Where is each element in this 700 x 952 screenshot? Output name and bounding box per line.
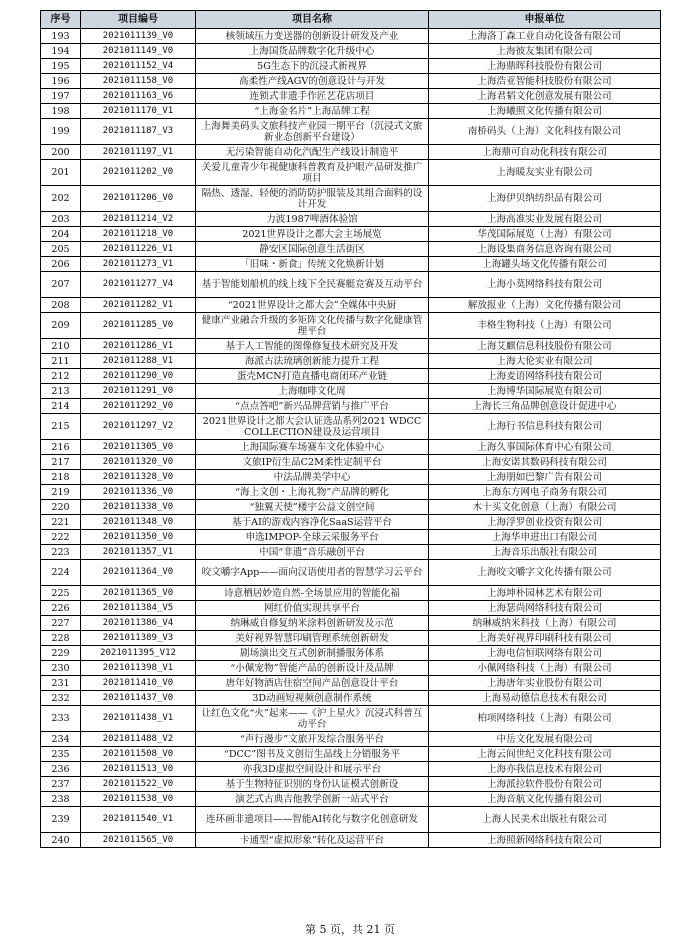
cell-unit: 小佩网络科技（上海）有限公司 <box>429 661 661 676</box>
cell-seq: 202 <box>41 186 81 212</box>
cell-code: 2021011206_V0 <box>81 186 196 212</box>
cell-seq: 238 <box>41 792 81 807</box>
table-row <box>41 414 661 440</box>
cell-code: 2021011336_V0 <box>81 485 196 500</box>
cell-unit: 上海音乐出版社有限公司 <box>429 545 661 560</box>
cell-seq: 231 <box>41 676 81 691</box>
cell-seq: 230 <box>41 661 81 676</box>
table-row <box>41 691 661 706</box>
cell-code: 2021011282_V1 <box>81 298 196 313</box>
cell-seq: 200 <box>41 145 81 160</box>
cell-unit: 解放报业（上海）文化传播有限公司 <box>429 298 661 313</box>
cell-name: 演艺式古典吉他教学创新一站式平台 <box>196 792 429 807</box>
cell-unit: 上海派拉软件股份有限公司 <box>429 777 661 792</box>
cell-code: 2021011226_V1 <box>81 242 196 257</box>
table-row <box>41 119 661 145</box>
cell-name: 唐年好物酒店住宿空间产品创意设计平台 <box>196 676 429 691</box>
cell-seq: 193 <box>41 29 81 44</box>
cell-code: 2021011338_V0 <box>81 500 196 515</box>
table-row <box>41 313 661 339</box>
table-row <box>41 104 661 119</box>
cell-name: 诗意栖居妙造自然-全场景应用的智能化福 <box>196 586 429 601</box>
cell-unit: 南桥码头（上海）文化科技有限公司 <box>429 119 661 145</box>
cell-unit: 上海坤朴园林艺术有限公司 <box>429 586 661 601</box>
table-row <box>41 89 661 104</box>
cell-seq: 235 <box>41 747 81 762</box>
cell-unit: 纳琳威纳米科技（上海）有限公司 <box>429 616 661 631</box>
cell-unit: 上海鼎可自动化科技有限公司 <box>429 145 661 160</box>
cell-name: 申选IMPOP-全球云采服务平台 <box>196 530 429 545</box>
cell-code: 2021011364_V0 <box>81 560 196 586</box>
cell-name: 连锁式非遗手作匠艺花店项目 <box>196 89 429 104</box>
cell-name: 高柔性产线AGV的创意设计与开发 <box>196 74 429 89</box>
cell-name: “海上文创・上海礼物”产品牌的孵化 <box>196 485 429 500</box>
header-name: 项目名称 <box>196 11 429 29</box>
cell-code: 2021011163_V6 <box>81 89 196 104</box>
cell-code: 2021011286_V1 <box>81 339 196 354</box>
cell-seq: 225 <box>41 586 81 601</box>
cell-unit: 丰格生物科技（上海）有限公司 <box>429 313 661 339</box>
cell-name: 让红色文化“火”起来——《沪上星火》沉浸式科普互动平台 <box>196 706 429 732</box>
cell-seq: 203 <box>41 212 81 227</box>
cell-name: 无污染智能自动化汽配生产线设计制造平 <box>196 145 429 160</box>
cell-code: 2021011488_V2 <box>81 732 196 747</box>
cell-name: 亦我3D虚拟空间设计和展示平台 <box>196 762 429 777</box>
table-row <box>41 646 661 661</box>
cell-name: 美好视界智慧印刷管理系统创新研发 <box>196 631 429 646</box>
cell-code: 2021011285_V0 <box>81 313 196 339</box>
cell-seq: 210 <box>41 339 81 354</box>
cell-seq: 213 <box>41 384 81 399</box>
cell-code: 2021011522_V0 <box>81 777 196 792</box>
cell-code: 2021011305_V0 <box>81 440 196 455</box>
cell-code: 2021011513_V0 <box>81 762 196 777</box>
table-row <box>41 706 661 732</box>
cell-code: 2021011158_V0 <box>81 74 196 89</box>
cell-unit: 上海人民美术出版社有限公司 <box>429 807 661 833</box>
cell-seq: 217 <box>41 455 81 470</box>
cell-code: 2021011384_V5 <box>81 601 196 616</box>
cell-code: 2021011348_V0 <box>81 515 196 530</box>
table-row <box>41 732 661 747</box>
cell-code: 2021011389_V3 <box>81 631 196 646</box>
table-row <box>41 500 661 515</box>
cell-code: 2021011565_V0 <box>81 833 196 848</box>
cell-name: “DCC”图书及文创衍生品线上分销服务平 <box>196 747 429 762</box>
cell-seq: 209 <box>41 313 81 339</box>
cell-seq: 198 <box>41 104 81 119</box>
cell-seq: 226 <box>41 601 81 616</box>
cell-name: “点点答吧”新兴品牌营销与推广平台 <box>196 399 429 414</box>
table-row <box>41 160 661 186</box>
cell-unit: 上海瑟尚网络科技有限公司 <box>429 601 661 616</box>
cell-unit: 上海电信恒联网络有限公司 <box>429 646 661 661</box>
cell-unit: 上海设集商务信息咨询有限公司 <box>429 242 661 257</box>
cell-code: 2021011202_V0 <box>81 160 196 186</box>
cell-name: 核领域压力变送器的创新设计研发及产业 <box>196 29 429 44</box>
cell-unit: 上海云间世纪文化科技有限公司 <box>429 747 661 762</box>
cell-name: 关爱儿童青少年视健康科普教育及护眼产品研发推广项目 <box>196 160 429 186</box>
cell-code: 2021011386_V4 <box>81 616 196 631</box>
table-row <box>41 227 661 242</box>
cell-unit: 上海暖友实业有限公司 <box>429 160 661 186</box>
cell-code: 2021011438_V1 <box>81 706 196 732</box>
cell-name: “上海金名片”上海品牌工程 <box>196 104 429 119</box>
cell-name: 中法品牌美学中心 <box>196 470 429 485</box>
table-row <box>41 661 661 676</box>
cell-unit: 上海照新网络科技有限公司 <box>429 833 661 848</box>
cell-name: 隔热、透湿、轻便的消防防护服装及其组合面料的设计开发 <box>196 186 429 212</box>
cell-code: 2021011214_V2 <box>81 212 196 227</box>
cell-code: 2021011149_V0 <box>81 44 196 59</box>
cell-unit: 上海行书信息科技有限公司 <box>429 414 661 440</box>
cell-code: 2021011139_V0 <box>81 29 196 44</box>
cell-name: 上海国货品牌数字化升级中心 <box>196 44 429 59</box>
cell-seq: 214 <box>41 399 81 414</box>
cell-name: 3D动画短视频创意制作系统 <box>196 691 429 706</box>
project-list-table <box>40 10 661 848</box>
table-row <box>41 399 661 414</box>
cell-code: 2021011273_V1 <box>81 257 196 272</box>
cell-unit: 上海罐头场文化传播有限公司 <box>429 257 661 272</box>
cell-name: 剧场演出交互式创新制播服务体系 <box>196 646 429 661</box>
cell-code: 2021011197_V1 <box>81 145 196 160</box>
cell-code: 2021011288_V1 <box>81 354 196 369</box>
cell-unit: 上海曦照文化传播有限公司 <box>429 104 661 119</box>
cell-name: 文旅IP衍生品C2M柔性定制平台 <box>196 455 429 470</box>
cell-unit: 上海亦我信息技术有限公司 <box>429 762 661 777</box>
cell-unit: 中岳文化发展有限公司 <box>429 732 661 747</box>
cell-unit: 上海朋如巴黎广告有限公司 <box>429 470 661 485</box>
cell-name: 上海舞美码头文旅科技产业园一期平台（沉浸式文旅新业态创新平台建设） <box>196 119 429 145</box>
cell-seq: 212 <box>41 369 81 384</box>
cell-seq: 219 <box>41 485 81 500</box>
cell-unit: 上海麦语网络科技有限公司 <box>429 369 661 384</box>
cell-code: 2021011410_V0 <box>81 676 196 691</box>
cell-code: 2021011290_V0 <box>81 369 196 384</box>
cell-seq: 206 <box>41 257 81 272</box>
cell-code: 2021011291_V0 <box>81 384 196 399</box>
cell-code: 2021011538_V0 <box>81 792 196 807</box>
table-row <box>41 440 661 455</box>
cell-seq: 232 <box>41 691 81 706</box>
cell-seq: 233 <box>41 706 81 732</box>
header-unit: 申报单位 <box>429 11 661 29</box>
header-seq: 序号 <box>41 11 81 29</box>
cell-name: 蛋壳MCN打造直播电商闭环产业链 <box>196 369 429 384</box>
cell-code: 2021011365_V0 <box>81 586 196 601</box>
table-header-row <box>41 11 661 29</box>
cell-unit: 上海小莫网络科技有限公司 <box>429 272 661 298</box>
table-row <box>41 59 661 74</box>
cell-seq: 211 <box>41 354 81 369</box>
cell-seq: 194 <box>41 44 81 59</box>
cell-code: 2021011277_V4 <box>81 272 196 298</box>
cell-name: “声行漫步”文旅开发综合服务平台 <box>196 732 429 747</box>
cell-code: 2021011437_V0 <box>81 691 196 706</box>
table-row <box>41 616 661 631</box>
cell-unit: 上海彼友集团有限公司 <box>429 44 661 59</box>
table-row <box>41 74 661 89</box>
table-body <box>41 29 661 848</box>
cell-name: 网红价值实现共享平台 <box>196 601 429 616</box>
cell-name: “独翼天使”楼宇公益文创空间 <box>196 500 429 515</box>
cell-seq: 223 <box>41 545 81 560</box>
cell-name: 5G生态下的沉浸式新视界 <box>196 59 429 74</box>
project-list-table-container <box>40 10 660 848</box>
cell-unit: 上海美好视界印刷科技有限公司 <box>429 631 661 646</box>
table-row <box>41 257 661 272</box>
cell-name: 纳琳威自修复纳米涂料创新研发及示范 <box>196 616 429 631</box>
cell-unit: 上海华申进出口有限公司 <box>429 530 661 545</box>
cell-name: 海派古法琉璃创新能力提升工程 <box>196 354 429 369</box>
table-row <box>41 560 661 586</box>
cell-name: 咬文嚼字App——面向汉语使用者的智慧学习云平台 <box>196 560 429 586</box>
table-row <box>41 747 661 762</box>
table-row <box>41 792 661 807</box>
cell-name: 基于生物特征识别的身份认证模式创新设 <box>196 777 429 792</box>
cell-code: 2021011292_V0 <box>81 399 196 414</box>
table-row <box>41 762 661 777</box>
cell-code: 2021011350_V0 <box>81 530 196 545</box>
cell-seq: 218 <box>41 470 81 485</box>
cell-name: 健康产业融合升级的多矩阵文化传播与数字化健康管理平台 <box>196 313 429 339</box>
table-row <box>41 485 661 500</box>
table-row <box>41 455 661 470</box>
cell-seq: 236 <box>41 762 81 777</box>
cell-unit: 上海浮罗创业投资有限公司 <box>429 515 661 530</box>
cell-name: 基于智能划船机的线上线下全民赛艇竞赛及互动平台 <box>196 272 429 298</box>
cell-unit: 木十买文化创意（上海）有限公司 <box>429 500 661 515</box>
cell-name: 卡通型“虚拟形象”转化及运营平台 <box>196 833 429 848</box>
cell-name: 静安区国际创意生活街区 <box>196 242 429 257</box>
cell-unit: 柏项网络科技（上海）有限公司 <box>429 706 661 732</box>
cell-seq: 222 <box>41 530 81 545</box>
cell-name: 中国“非遗”音乐融创平台 <box>196 545 429 560</box>
cell-seq: 201 <box>41 160 81 186</box>
cell-unit: 上海咬文嚼字文化传播有限公司 <box>429 560 661 586</box>
cell-seq: 215 <box>41 414 81 440</box>
cell-seq: 224 <box>41 560 81 586</box>
cell-seq: 196 <box>41 74 81 89</box>
table-row <box>41 384 661 399</box>
table-row <box>41 631 661 646</box>
cell-unit: 上海长三角品牌创意设计促进中心 <box>429 399 661 414</box>
cell-seq: 208 <box>41 298 81 313</box>
cell-seq: 205 <box>41 242 81 257</box>
cell-seq: 227 <box>41 616 81 631</box>
cell-seq: 239 <box>41 807 81 833</box>
table-row <box>41 676 661 691</box>
cell-name: 基于AI的游戏内容净化SaaS运营平台 <box>196 515 429 530</box>
cell-seq: 216 <box>41 440 81 455</box>
table-row <box>41 44 661 59</box>
cell-name: 上海国际赛车场赛车文化体验中心 <box>196 440 429 455</box>
table-row <box>41 807 661 833</box>
cell-code: 2021011170_V1 <box>81 104 196 119</box>
cell-name: 「旧味・新食」传统文化焕新计划 <box>196 257 429 272</box>
cell-unit: 上海博华国际展览有限公司 <box>429 384 661 399</box>
cell-seq: 228 <box>41 631 81 646</box>
cell-unit: 上海君韬文化创意发展有限公司 <box>429 89 661 104</box>
cell-code: 2021011357_V1 <box>81 545 196 560</box>
table-row <box>41 545 661 560</box>
cell-seq: 199 <box>41 119 81 145</box>
cell-code: 2021011218_V0 <box>81 227 196 242</box>
cell-name: 2021世界设计之都大会主场展览 <box>196 227 429 242</box>
cell-name: 连环画非遗项目——智能AI转化与数字化创意研发 <box>196 807 429 833</box>
table-row <box>41 242 661 257</box>
table-row <box>41 272 661 298</box>
table-row <box>41 470 661 485</box>
table-row <box>41 369 661 384</box>
cell-seq: 229 <box>41 646 81 661</box>
cell-seq: 220 <box>41 500 81 515</box>
cell-seq: 207 <box>41 272 81 298</box>
cell-name: 基于人工智能的图像修复技术研究及开发 <box>196 339 429 354</box>
table-row <box>41 586 661 601</box>
cell-code: 2021011152_V4 <box>81 59 196 74</box>
cell-unit: 上海鼎晖科技股份有限公司 <box>429 59 661 74</box>
cell-unit: 上海久事国际体育中心有限公司 <box>429 440 661 455</box>
cell-seq: 204 <box>41 227 81 242</box>
table-row <box>41 298 661 313</box>
cell-seq: 221 <box>41 515 81 530</box>
header-code: 项目编号 <box>81 11 196 29</box>
cell-code: 2021011320_V0 <box>81 455 196 470</box>
cell-seq: 237 <box>41 777 81 792</box>
cell-unit: 上海大伦实业有限公司 <box>429 354 661 369</box>
cell-seq: 234 <box>41 732 81 747</box>
cell-unit: 上海洛丁森工业自动化设备有限公司 <box>429 29 661 44</box>
page-footer: 第 5 页，共 21 页 <box>305 923 395 936</box>
table-row <box>41 530 661 545</box>
cell-seq: 240 <box>41 833 81 848</box>
table-row <box>41 186 661 212</box>
cell-unit: 华茂国际展览（上海）有限公司 <box>429 227 661 242</box>
table-row <box>41 354 661 369</box>
cell-name: “小佩宠物”智能产品的创新设计及品牌 <box>196 661 429 676</box>
cell-unit: 上海易动德信息技术有限公司 <box>429 691 661 706</box>
cell-code: 2021011328_V0 <box>81 470 196 485</box>
cell-unit: 上海浩亚智能科技股份有限公司 <box>429 74 661 89</box>
cell-code: 2021011187_V3 <box>81 119 196 145</box>
cell-seq: 197 <box>41 89 81 104</box>
cell-code: 2021011395_V12 <box>81 646 196 661</box>
table-row <box>41 339 661 354</box>
cell-unit: 上海安诺其数码科技有限公司 <box>429 455 661 470</box>
cell-unit: 上海高准实业发展有限公司 <box>429 212 661 227</box>
cell-unit: 上海音航文化传播有限公司 <box>429 792 661 807</box>
cell-name: “2021世界设计之都大会”全媒体中央厨 <box>196 298 429 313</box>
cell-unit: 上海艾麒信息科技股份有限公司 <box>429 339 661 354</box>
table-row <box>41 833 661 848</box>
table-row <box>41 29 661 44</box>
table-row <box>41 212 661 227</box>
cell-name: 上海咖啡文化周 <box>196 384 429 399</box>
table-row <box>41 515 661 530</box>
cell-code: 2021011398_V1 <box>81 661 196 676</box>
cell-unit: 上海伊贝纳纺织品有限公司 <box>429 186 661 212</box>
cell-code: 2021011540_V1 <box>81 807 196 833</box>
cell-name: 2021世界设计之都大会认证选品系列2021 WDCC COLLECTION建设及运营项目 <box>196 414 429 440</box>
cell-code: 2021011297_V2 <box>81 414 196 440</box>
table-row <box>41 145 661 160</box>
cell-unit: 上海唐年实业股份有限公司 <box>429 676 661 691</box>
table-row <box>41 777 661 792</box>
cell-unit: 上海东方网电子商务有限公司 <box>429 485 661 500</box>
cell-name: 力波1987啤酒体验馆 <box>196 212 429 227</box>
table-row <box>41 601 661 616</box>
cell-code: 2021011508_V0 <box>81 747 196 762</box>
cell-seq: 195 <box>41 59 81 74</box>
